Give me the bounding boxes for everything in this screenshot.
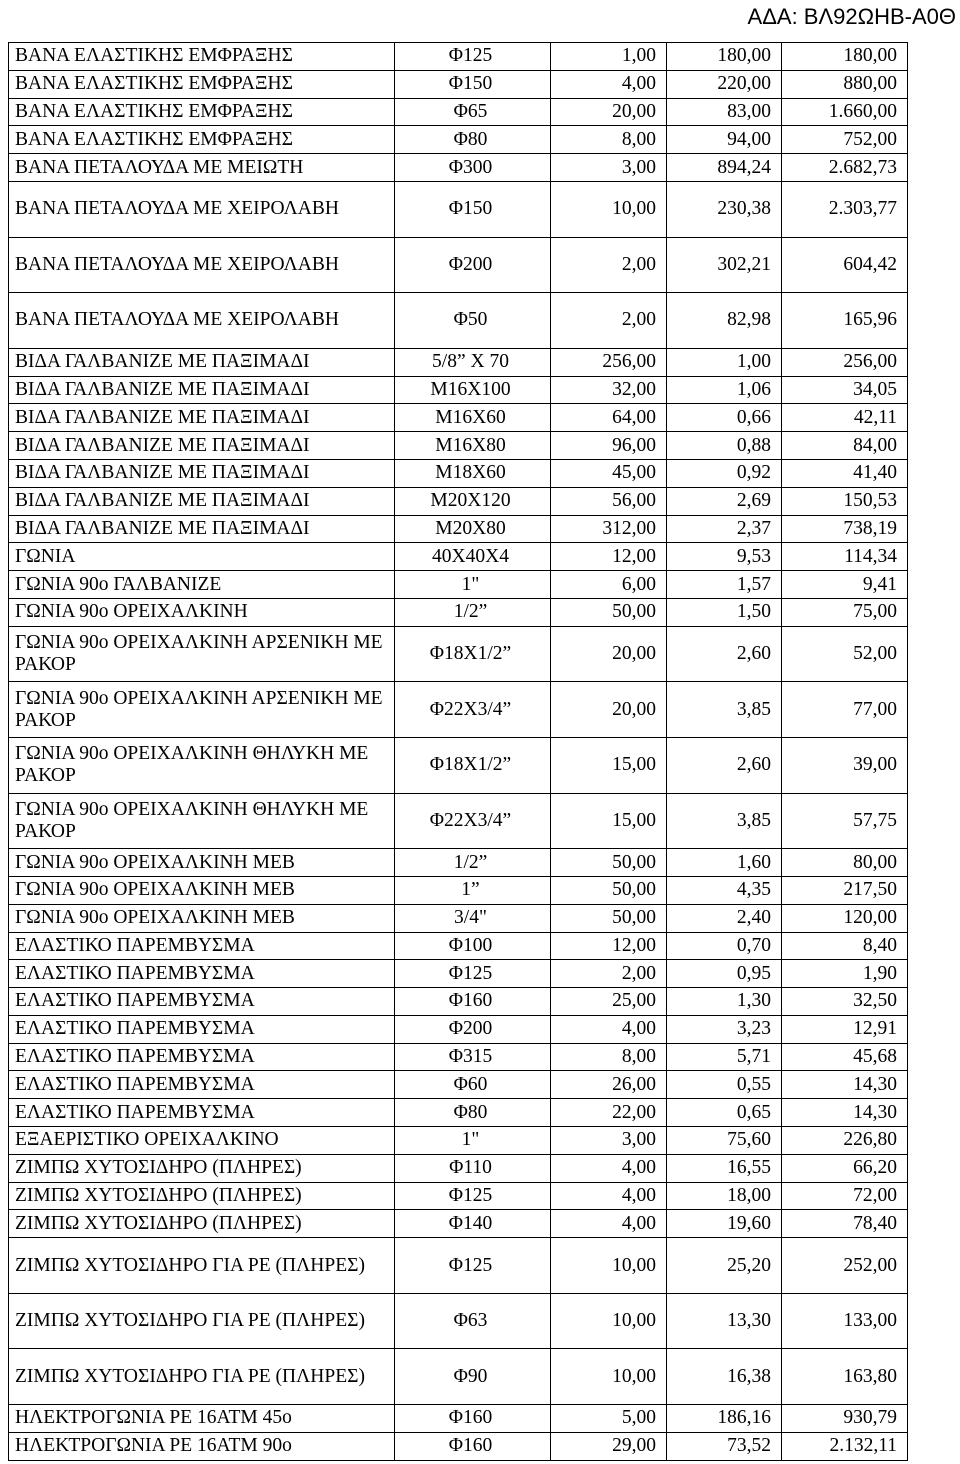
item-unit-price: 1,60: [667, 849, 782, 877]
table-row: [9, 1238, 908, 1294]
item-description: ΓΩΝΙΑ 90ο ΓΑΛΒΑΝΙΖΕ: [9, 571, 395, 599]
item-quantity: 4,00: [551, 1182, 667, 1210]
item-unit-price: 2,37: [667, 515, 782, 543]
item-total: 120,00: [782, 904, 908, 932]
table-row: [9, 459, 908, 487]
item-description: ΓΩΝΙΑ 90ο ΟΡΕΙΧΑΛΚΙΝΗ ΑΡΣΕΝΙΚΗ ΜΕ ΡΑΚΟΡ: [9, 682, 395, 738]
item-description: ΒΑΝΑ ΠΕΤΑΛΟΥΔΑ ΜΕ ΜΕΙΩΤΗ: [9, 154, 395, 182]
table-row: [9, 626, 908, 682]
table-row: [9, 1043, 908, 1071]
item-description: ΓΩΝΙΑ 90ο ΟΡΕΙΧΑΛΚΙΝΗ ΜΕΒ: [9, 904, 395, 932]
item-description: ΒΙΔΑ ΓΑΛΒΑΝΙΖΕ ΜΕ ΠΑΞΙΜΑΔΙ: [9, 376, 395, 404]
item-total: 150,53: [782, 487, 908, 515]
table-row: [9, 1099, 908, 1127]
item-unit-price: 0,92: [667, 459, 782, 487]
item-description: ΕΛΑΣΤΙΚΟ ΠΑΡΕΜΒΥΣΜΑ: [9, 960, 395, 988]
item-spec: Φ160: [395, 1432, 551, 1460]
item-quantity: 4,00: [551, 1015, 667, 1043]
item-unit-price: 19,60: [667, 1210, 782, 1238]
item-unit-price: 186,16: [667, 1405, 782, 1433]
item-spec: Φ18Χ1/2”: [395, 737, 551, 793]
table-row: [9, 932, 908, 960]
item-quantity: 64,00: [551, 404, 667, 432]
item-total: 226,80: [782, 1127, 908, 1155]
item-spec: 1”: [395, 876, 551, 904]
item-description: ΒΙΔΑ ΓΑΛΒΑΝΙΖΕ ΜΕ ΠΑΞΙΜΑΔΙ: [9, 515, 395, 543]
table-row: [9, 154, 908, 182]
items-table-body: [9, 43, 908, 1461]
item-spec: 5/8” Χ 70: [395, 348, 551, 376]
item-spec: 1": [395, 1127, 551, 1155]
item-quantity: 10,00: [551, 1349, 667, 1405]
table-row: [9, 376, 908, 404]
item-quantity: 50,00: [551, 598, 667, 626]
item-quantity: 50,00: [551, 876, 667, 904]
table-row: [9, 849, 908, 877]
item-description: ΓΩΝΙΑ: [9, 543, 395, 571]
item-description: ΗΛΕΚΤΡΟΓΩΝΙΑ PE 16ΑΤΜ 90ο: [9, 1432, 395, 1460]
item-description: ΖΙΜΠΩ ΧΥΤΟΣΙΔΗΡΟ (ΠΛΗΡΕΣ): [9, 1154, 395, 1182]
item-quantity: 32,00: [551, 376, 667, 404]
item-description: ΒΙΔΑ ΓΑΛΒΑΝΙΖΕ ΜΕ ΠΑΞΙΜΑΔΙ: [9, 404, 395, 432]
item-spec: Φ22Χ3/4”: [395, 682, 551, 738]
item-unit-price: 0,88: [667, 432, 782, 460]
item-description: ΒΑΝΑ ΕΛΑΣΤΙΚΗΣ ΕΜΦΡΑΞΗΣ: [9, 70, 395, 98]
table-row: [9, 1071, 908, 1099]
table-row: [9, 432, 908, 460]
item-description: ΕΛΑΣΤΙΚΟ ΠΑΡΕΜΒΥΣΜΑ: [9, 1015, 395, 1043]
table-row: [9, 487, 908, 515]
item-description: ΓΩΝΙΑ 90ο ΟΡΕΙΧΑΛΚΙΝΗ ΘΗΛΥΚΗ ΜΕ ΡΑΚΟΡ: [9, 793, 395, 849]
item-total: 165,96: [782, 293, 908, 349]
table-row: [9, 515, 908, 543]
item-quantity: 50,00: [551, 904, 667, 932]
table-row: [9, 876, 908, 904]
item-unit-price: 220,00: [667, 70, 782, 98]
item-unit-price: 18,00: [667, 1182, 782, 1210]
item-quantity: 29,00: [551, 1432, 667, 1460]
item-description: ΒΑΝΑ ΕΛΑΣΤΙΚΗΣ ΕΜΦΡΑΞΗΣ: [9, 43, 395, 71]
item-total: 256,00: [782, 348, 908, 376]
item-total: 84,00: [782, 432, 908, 460]
item-description: ΒΑΝΑ ΠΕΤΑΛΟΥΔΑ ΜΕ ΧΕΙΡΟΛΑΒΗ: [9, 237, 395, 293]
item-unit-price: 9,53: [667, 543, 782, 571]
item-total: 880,00: [782, 70, 908, 98]
item-spec: Μ16Χ100: [395, 376, 551, 404]
item-total: 604,42: [782, 237, 908, 293]
item-description: ΓΩΝΙΑ 90ο ΟΡΕΙΧΑΛΚΙΝΗ ΜΕΒ: [9, 876, 395, 904]
table-row: [9, 1405, 908, 1433]
item-total: 9,41: [782, 571, 908, 599]
item-total: 34,05: [782, 376, 908, 404]
item-total: 32,50: [782, 988, 908, 1016]
item-total: 42,11: [782, 404, 908, 432]
table-row: [9, 1293, 908, 1349]
item-total: 114,34: [782, 543, 908, 571]
item-description: ΖΙΜΠΩ ΧΥΤΟΣΙΔΗΡΟ (ΠΛΗΡΕΣ): [9, 1182, 395, 1210]
item-quantity: 5,00: [551, 1405, 667, 1433]
item-spec: Φ80: [395, 1099, 551, 1127]
item-unit-price: 16,55: [667, 1154, 782, 1182]
item-quantity: 256,00: [551, 348, 667, 376]
item-quantity: 20,00: [551, 682, 667, 738]
item-unit-price: 4,35: [667, 876, 782, 904]
item-unit-price: 1,06: [667, 376, 782, 404]
item-unit-price: 1,57: [667, 571, 782, 599]
item-unit-price: 94,00: [667, 126, 782, 154]
item-quantity: 20,00: [551, 626, 667, 682]
item-total: 52,00: [782, 626, 908, 682]
item-description: ΖΙΜΠΩ ΧΥΤΟΣΙΔΗΡΟ (ΠΛΗΡΕΣ): [9, 1210, 395, 1238]
table-row: [9, 348, 908, 376]
item-quantity: 8,00: [551, 1043, 667, 1071]
item-description: ΕΛΑΣΤΙΚΟ ΠΑΡΕΜΒΥΣΜΑ: [9, 988, 395, 1016]
item-quantity: 4,00: [551, 1154, 667, 1182]
table-row: [9, 1210, 908, 1238]
item-spec: Φ125: [395, 960, 551, 988]
item-spec: Φ80: [395, 126, 551, 154]
item-description: ΒΑΝΑ ΠΕΤΑΛΟΥΔΑ ΜΕ ΧΕΙΡΟΛΑΒΗ: [9, 293, 395, 349]
table-row: [9, 793, 908, 849]
item-unit-price: 2,60: [667, 626, 782, 682]
item-description: ΒΙΔΑ ΓΑΛΒΑΝΙΖΕ ΜΕ ΠΑΞΙΜΑΔΙ: [9, 459, 395, 487]
item-quantity: 10,00: [551, 181, 667, 237]
item-unit-price: 0,55: [667, 1071, 782, 1099]
item-unit-price: 0,66: [667, 404, 782, 432]
item-quantity: 10,00: [551, 1293, 667, 1349]
item-spec: Μ18Χ60: [395, 459, 551, 487]
item-quantity: 45,00: [551, 459, 667, 487]
item-spec: 1/2”: [395, 849, 551, 877]
item-unit-price: 894,24: [667, 154, 782, 182]
item-spec: Φ200: [395, 1015, 551, 1043]
item-spec: Μ16Χ80: [395, 432, 551, 460]
item-unit-price: 3,85: [667, 793, 782, 849]
item-spec: 40Χ40Χ4: [395, 543, 551, 571]
item-description: ΕΞΑΕΡΙΣΤΙΚΟ ΟΡΕΙΧΑΛΚΙΝΟ: [9, 1127, 395, 1155]
item-spec: Φ60: [395, 1071, 551, 1099]
item-quantity: 25,00: [551, 988, 667, 1016]
table-row: [9, 293, 908, 349]
item-description: ΓΩΝΙΑ 90ο ΟΡΕΙΧΑΛΚΙΝΗ: [9, 598, 395, 626]
item-total: 45,68: [782, 1043, 908, 1071]
item-description: ΓΩΝΙΑ 90ο ΟΡΕΙΧΑΛΚΙΝΗ ΜΕΒ: [9, 849, 395, 877]
item-total: 75,00: [782, 598, 908, 626]
table-row: [9, 1127, 908, 1155]
item-quantity: 96,00: [551, 432, 667, 460]
item-description: ΓΩΝΙΑ 90ο ΟΡΕΙΧΑΛΚΙΝΗ ΘΗΛΥΚΗ ΜΕ ΡΑΚΟΡ: [9, 737, 395, 793]
item-total: 252,00: [782, 1238, 908, 1294]
item-spec: Φ63: [395, 1293, 551, 1349]
item-description: ΗΛΕΚΤΡΟΓΩΝΙΑ PE 16ΑΤΜ 45ο: [9, 1405, 395, 1433]
table-row: [9, 181, 908, 237]
table-row: [9, 126, 908, 154]
item-total: 57,75: [782, 793, 908, 849]
item-total: 930,79: [782, 1405, 908, 1433]
item-total: 1.660,00: [782, 98, 908, 126]
item-quantity: 3,00: [551, 1127, 667, 1155]
item-spec: Φ100: [395, 932, 551, 960]
item-spec: Φ125: [395, 43, 551, 71]
item-spec: Φ140: [395, 1210, 551, 1238]
item-unit-price: 230,38: [667, 181, 782, 237]
item-unit-price: 83,00: [667, 98, 782, 126]
item-quantity: 6,00: [551, 571, 667, 599]
item-quantity: 3,00: [551, 154, 667, 182]
table-row: [9, 98, 908, 126]
table-row: [9, 43, 908, 71]
item-total: 72,00: [782, 1182, 908, 1210]
item-total: 41,40: [782, 459, 908, 487]
item-quantity: 26,00: [551, 1071, 667, 1099]
item-total: 14,30: [782, 1071, 908, 1099]
item-total: 752,00: [782, 126, 908, 154]
item-description: ΖΙΜΠΩ ΧΥΤΟΣΙΔΗΡΟ ΓΙΑ PE (ΠΛΗΡΕΣ): [9, 1349, 395, 1405]
item-quantity: 22,00: [551, 1099, 667, 1127]
item-description: ΖΙΜΠΩ ΧΥΤΟΣΙΔΗΡΟ ΓΙΑ PE (ΠΛΗΡΕΣ): [9, 1293, 395, 1349]
table-row: [9, 571, 908, 599]
item-total: 78,40: [782, 1210, 908, 1238]
item-unit-price: 3,85: [667, 682, 782, 738]
item-total: 39,00: [782, 737, 908, 793]
table-row: [9, 904, 908, 932]
item-spec: Μ16Χ60: [395, 404, 551, 432]
item-quantity: 50,00: [551, 849, 667, 877]
item-description: ΓΩΝΙΑ 90ο ΟΡΕΙΧΑΛΚΙΝΗ ΑΡΣΕΝΙΚΗ ΜΕ ΡΑΚΟΡ: [9, 626, 395, 682]
item-spec: Φ150: [395, 181, 551, 237]
item-total: 66,20: [782, 1154, 908, 1182]
item-quantity: 2,00: [551, 960, 667, 988]
item-total: 1,90: [782, 960, 908, 988]
table-row: [9, 1015, 908, 1043]
table-row: [9, 988, 908, 1016]
item-quantity: 1,00: [551, 43, 667, 71]
item-unit-price: 2,60: [667, 737, 782, 793]
item-unit-price: 16,38: [667, 1349, 782, 1405]
item-total: 12,91: [782, 1015, 908, 1043]
items-table: [8, 42, 908, 1461]
item-description: ΕΛΑΣΤΙΚΟ ΠΑΡΕΜΒΥΣΜΑ: [9, 1043, 395, 1071]
item-total: 133,00: [782, 1293, 908, 1349]
table-row: [9, 1349, 908, 1405]
item-spec: Φ125: [395, 1182, 551, 1210]
table-row: [9, 1182, 908, 1210]
item-total: 738,19: [782, 515, 908, 543]
item-spec: Φ160: [395, 1405, 551, 1433]
item-total: 14,30: [782, 1099, 908, 1127]
item-unit-price: 1,30: [667, 988, 782, 1016]
item-quantity: 20,00: [551, 98, 667, 126]
item-unit-price: 5,71: [667, 1043, 782, 1071]
table-row: [9, 404, 908, 432]
item-spec: Φ50: [395, 293, 551, 349]
item-quantity: 8,00: [551, 126, 667, 154]
item-unit-price: 0,65: [667, 1099, 782, 1127]
table-row: [9, 237, 908, 293]
item-unit-price: 25,20: [667, 1238, 782, 1294]
item-spec: Φ90: [395, 1349, 551, 1405]
item-quantity: 4,00: [551, 70, 667, 98]
item-total: 217,50: [782, 876, 908, 904]
item-spec: Φ300: [395, 154, 551, 182]
item-description: ΒΙΔΑ ΓΑΛΒΑΝΙΖΕ ΜΕ ΠΑΞΙΜΑΔΙ: [9, 487, 395, 515]
item-spec: Μ20Χ80: [395, 515, 551, 543]
item-spec: 1": [395, 571, 551, 599]
item-spec: Φ22Χ3/4”: [395, 793, 551, 849]
table-row: [9, 543, 908, 571]
item-unit-price: 73,52: [667, 1432, 782, 1460]
item-unit-price: 82,98: [667, 293, 782, 349]
item-spec: Φ65: [395, 98, 551, 126]
item-unit-price: 1,00: [667, 348, 782, 376]
item-unit-price: 3,23: [667, 1015, 782, 1043]
item-total: 2.303,77: [782, 181, 908, 237]
table-row: [9, 1154, 908, 1182]
item-unit-price: 2,40: [667, 904, 782, 932]
item-unit-price: 0,95: [667, 960, 782, 988]
item-spec: 3/4": [395, 904, 551, 932]
item-quantity: 312,00: [551, 515, 667, 543]
item-total: 163,80: [782, 1349, 908, 1405]
item-description: ΕΛΑΣΤΙΚΟ ΠΑΡΕΜΒΥΣΜΑ: [9, 1071, 395, 1099]
item-description: ΖΙΜΠΩ ΧΥΤΟΣΙΔΗΡΟ ΓΙΑ PE (ΠΛΗΡΕΣ): [9, 1238, 395, 1294]
item-unit-price: 302,21: [667, 237, 782, 293]
item-spec: Φ200: [395, 237, 551, 293]
item-total: 2.682,73: [782, 154, 908, 182]
item-spec: Φ150: [395, 70, 551, 98]
item-description: ΒΙΔΑ ΓΑΛΒΑΝΙΖΕ ΜΕ ΠΑΞΙΜΑΔΙ: [9, 432, 395, 460]
item-description: ΒΙΔΑ ΓΑΛΒΑΝΙΖΕ ΜΕ ΠΑΞΙΜΑΔΙ: [9, 348, 395, 376]
table-row: [9, 960, 908, 988]
item-total: 8,40: [782, 932, 908, 960]
item-description: ΒΑΝΑ ΠΕΤΑΛΟΥΔΑ ΜΕ ΧΕΙΡΟΛΑΒΗ: [9, 181, 395, 237]
item-quantity: 2,00: [551, 293, 667, 349]
item-description: ΒΑΝΑ ΕΛΑΣΤΙΚΗΣ ΕΜΦΡΑΞΗΣ: [9, 98, 395, 126]
item-unit-price: 75,60: [667, 1127, 782, 1155]
item-description: ΕΛΑΣΤΙΚΟ ΠΑΡΕΜΒΥΣΜΑ: [9, 932, 395, 960]
item-spec: 1/2”: [395, 598, 551, 626]
item-quantity: 15,00: [551, 737, 667, 793]
item-quantity: 10,00: [551, 1238, 667, 1294]
item-spec: Φ110: [395, 1154, 551, 1182]
item-total: 80,00: [782, 849, 908, 877]
item-total: 77,00: [782, 682, 908, 738]
table-row: [9, 70, 908, 98]
item-quantity: 4,00: [551, 1210, 667, 1238]
table-row: [9, 682, 908, 738]
item-unit-price: 180,00: [667, 43, 782, 71]
table-row: [9, 737, 908, 793]
item-description: ΒΑΝΑ ΕΛΑΣΤΙΚΗΣ ΕΜΦΡΑΞΗΣ: [9, 126, 395, 154]
item-spec: Φ315: [395, 1043, 551, 1071]
item-quantity: 15,00: [551, 793, 667, 849]
item-unit-price: 2,69: [667, 487, 782, 515]
table-row: [9, 1432, 908, 1460]
item-description: ΕΛΑΣΤΙΚΟ ΠΑΡΕΜΒΥΣΜΑ: [9, 1099, 395, 1127]
item-quantity: 12,00: [551, 932, 667, 960]
item-spec: Φ160: [395, 988, 551, 1016]
item-total: 2.132,11: [782, 1432, 908, 1460]
ada-code: ΑΔΑ: ΒΛ92ΩΗΒ-Α0Θ: [747, 4, 956, 29]
item-quantity: 12,00: [551, 543, 667, 571]
item-unit-price: 13,30: [667, 1293, 782, 1349]
item-quantity: 2,00: [551, 237, 667, 293]
item-unit-price: 1,50: [667, 598, 782, 626]
item-spec: Φ18Χ1/2”: [395, 626, 551, 682]
item-unit-price: 0,70: [667, 932, 782, 960]
item-spec: Φ125: [395, 1238, 551, 1294]
item-quantity: 56,00: [551, 487, 667, 515]
item-spec: Μ20Χ120: [395, 487, 551, 515]
item-total: 180,00: [782, 43, 908, 71]
table-row: [9, 598, 908, 626]
